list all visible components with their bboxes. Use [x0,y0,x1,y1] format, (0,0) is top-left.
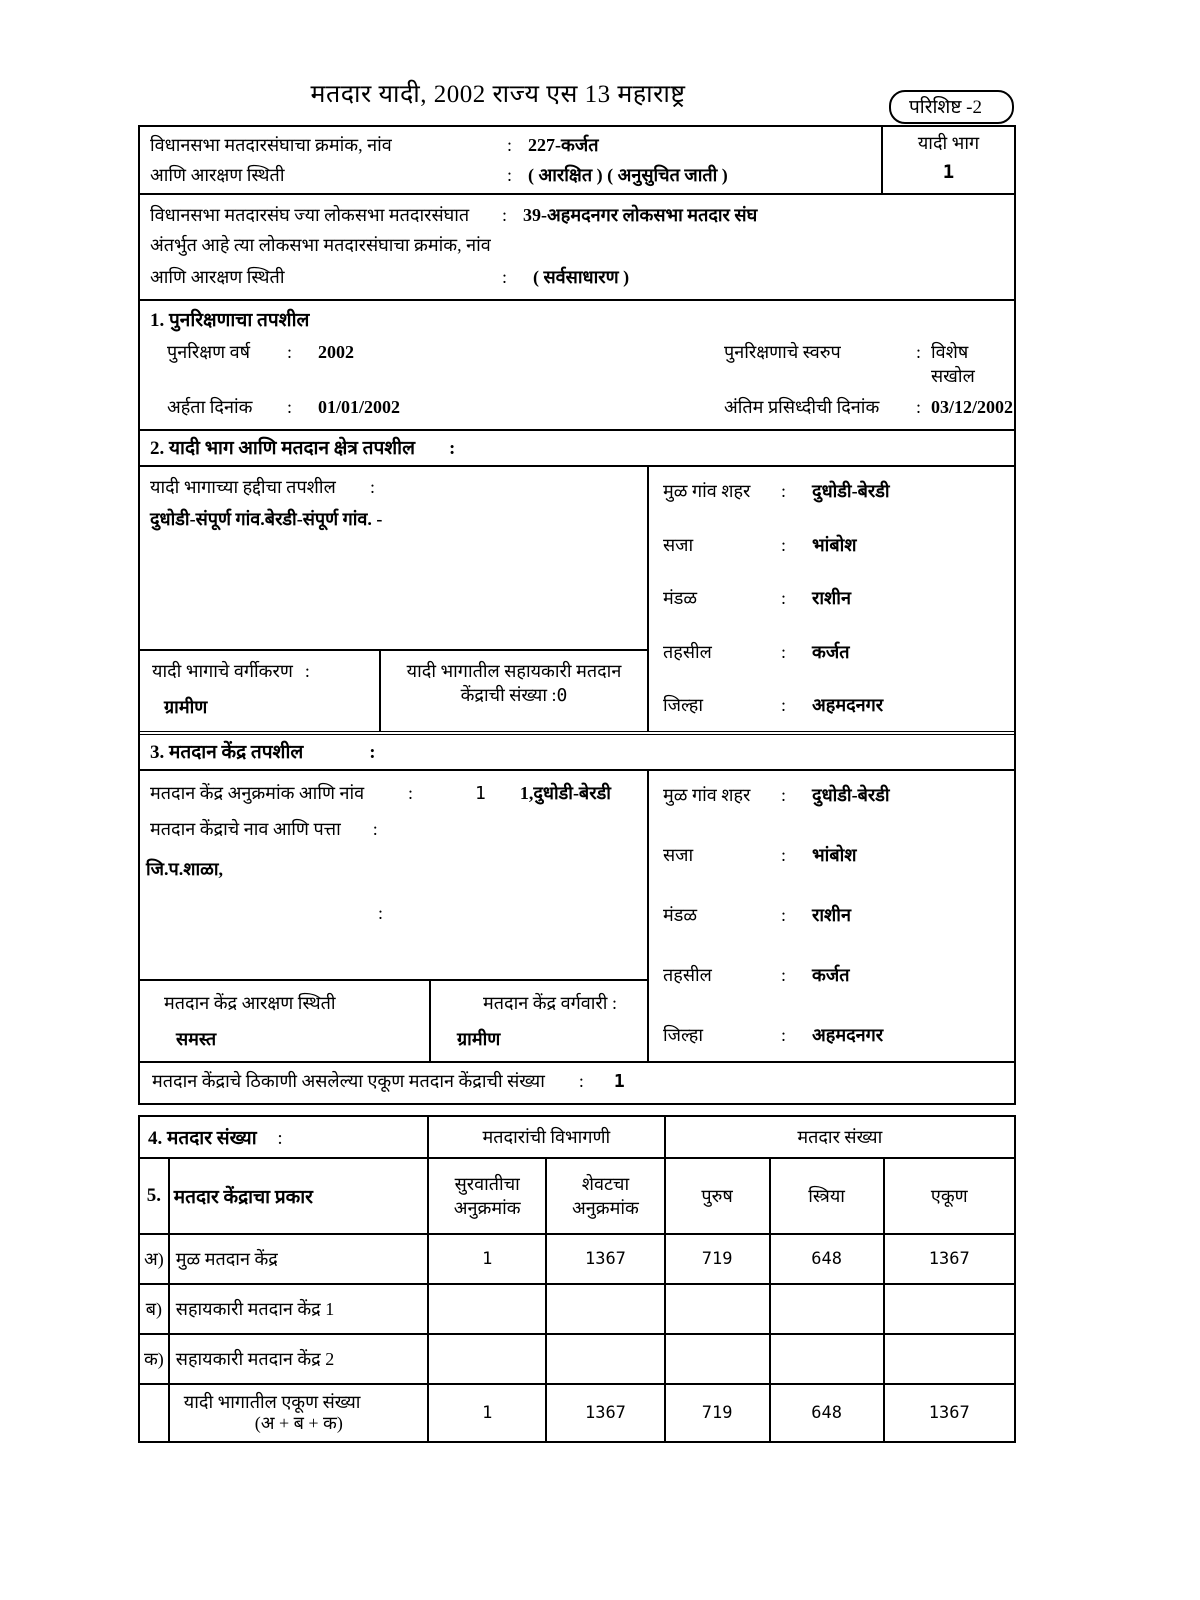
polling-station-cell [140,771,647,979]
section2-body [140,465,1014,731]
division-header: मतदारांची विभागणी [428,1116,665,1158]
location-row-village [663,783,1008,807]
total-ps-row [140,1061,1014,1103]
colon: : [370,477,376,497]
total-label-line2: (अ + ब + क) [254,1413,343,1433]
colon: : [781,1025,787,1045]
saza-label: सजा [663,845,694,865]
qualifying-date-label: अर्हता दिनांक [167,397,253,417]
colon: : [287,342,293,362]
count-header: मतदार संख्या [665,1116,1015,1158]
female-value [770,1334,884,1384]
section1-row2 [150,395,1014,419]
colon: : [781,695,787,715]
classification-row [152,659,379,683]
section3-location-column [647,771,1014,1061]
mandal-value: राशीन [812,905,851,925]
colon: : [372,819,378,839]
ps-category-label: मतदान केंद्र वर्गवारी [483,993,608,1013]
colon: : [611,993,617,1013]
ps-address-row [150,817,647,841]
start-value: 1 [428,1384,546,1442]
loksabha-reservation-label: आणि आरक्षण स्थिती [150,267,285,287]
section2-bottom-row [140,649,647,731]
section4-heading-cell [139,1116,428,1158]
boundary-value: दुधोडी-संपूर्ण गांव.बेरडी-संपूर्ण गांव. - [150,509,383,529]
classification-label: यादी भागाचे वर्गीकरण [152,661,293,681]
loksabha-number-row [150,203,1014,227]
table-row-aux-ps-2 [139,1334,1015,1384]
ps-reservation-cell [140,981,429,1061]
start-value [428,1334,546,1384]
tehsil-label: तहसील [663,641,712,662]
list-part-number: 1 [942,161,955,183]
ps-address-value: जि.प.शाळा, [146,859,223,879]
revision-year-label: पुनरिक्षण वर्ष [167,342,251,362]
male-value [665,1334,770,1384]
title-bar [138,76,1016,125]
total-label-line1: यादी भागातील एकूण संख्या [183,1392,361,1413]
ps-category-value: ग्रामीण [457,1029,501,1049]
colon: : [378,903,384,923]
end-header-line2: अनुक्रमांक [572,1198,639,1218]
total-value: 1367 [884,1234,1015,1284]
row-marker: अ) [139,1234,169,1284]
section3-heading-row [140,731,1014,769]
female-value: 648 [770,1234,884,1284]
location-row-tehsil [663,640,1008,664]
revision-type-label: पुनरिक्षणाचे स्वरुप [724,342,841,362]
classification-cell [140,651,379,731]
assembly-reservation-label: आणि आरक्षण स्थिती [150,165,285,185]
location-row-district [663,693,1008,717]
colon: : [781,641,787,662]
colon: : [287,397,293,417]
section2-left [140,467,647,731]
row-label: मुळ मतदान केंद्र [169,1234,428,1284]
tehsil-value: कर्जत [812,965,850,985]
assembly-number-label: विधानसभा मतदारसंघाचा क्रमांक, नांव [150,135,392,155]
total-value [884,1334,1015,1384]
loksabha-reservation-value: ( सर्वसाधारण ) [533,267,630,287]
total-ps-label: मतदान केंद्राचे ठिकाणी असलेल्या एकूण मतदान केंद्राची संख्या [152,1071,545,1091]
ps-name-value: 1,दुधोडी-बेरडी [519,783,611,803]
ps-category-cell [429,981,647,1061]
district-label: जिल्हा [663,1025,703,1045]
start-header-line1: सुरवातीचा [454,1174,520,1194]
type-header: मतदार केंद्राचा प्रकार [169,1158,428,1234]
male-header: पुरुष [665,1158,770,1234]
assembly-number-value: 227-कर्जत [528,135,599,155]
row-marker: ब) [139,1284,169,1334]
list-part-label: यादी भाग [917,133,980,153]
ps-number-value: 1 [475,783,486,804]
assembly-constituency-block [140,127,1014,193]
colon: : [781,965,787,985]
assembly-reservation-row [150,163,881,187]
village-label: मुळ गांव शहर [663,785,751,805]
row-marker [139,1384,169,1442]
appendix-badge: परिशिष्ट -2 [889,90,1014,124]
revision-type-value: विशेष सखोल [931,342,975,386]
page-title: मतदार यादी, 2002 राज्य एस 13 महाराष्ट्र [310,81,686,108]
section3-heading: 3. मतदान केंद्र तपशील [150,742,304,763]
end-value: 1367 [546,1384,664,1442]
section3-left [140,771,647,1061]
section5-marker: 5. [139,1158,169,1234]
district-value: अहमदनगर [812,695,884,715]
village-label: मुळ गांव शहर [663,481,751,501]
ps-reservation-label: मतदान केंद्र आरक्षण स्थिती [164,993,336,1013]
row-marker: क) [139,1334,169,1384]
colon: : [448,438,456,459]
boundary-label: यादी भागाच्या हद्दीचा तपशील [150,477,336,497]
section3-body [140,769,1014,1061]
total-value: 1367 [884,1384,1015,1442]
colon: : [781,845,787,865]
male-value: 719 [665,1234,770,1284]
colon: : [781,905,787,925]
qualifying-date [150,395,724,419]
saza-value: भांबोश [812,534,857,555]
section2-heading: 2. यादी भाग आणि मतदान क्षेत्र तपशील [150,438,415,459]
boundary-row [150,475,647,499]
table-header-row2 [139,1158,1015,1234]
end-header-line1: शेवटचा [581,1174,630,1194]
location-row-mandal [663,903,1008,927]
loksabha-number-label: विधानसभा मतदारसंघ ज्या लोकसभा मतदारसंघात [150,205,470,225]
male-value: 719 [665,1384,770,1442]
ps-address-label: मतदान केंद्राचे नाव आणि पत्ता [150,819,341,839]
mandal-label: मंडळ [663,588,698,608]
saza-label: सजा [663,534,694,555]
section3-bottom-row [140,979,647,1061]
main-form-box [138,125,1016,1105]
colon: : [578,1071,584,1091]
village-value: दुधोडी-बेरडी [812,785,890,805]
loksabha-reservation-row [150,265,1014,289]
list-part-cell [881,127,1014,193]
district-label: जिल्हा [663,695,703,715]
male-value [665,1284,770,1334]
section1-heading: 1. पुनरिक्षणाचा तपशील [150,310,310,331]
table-header-row1 [139,1116,1015,1158]
ps-reservation-value: समस्त [176,1029,217,1049]
total-ps-value: 1 [613,1071,625,1092]
table-row-total [139,1384,1015,1442]
publication-date-value: 03/12/2002 [931,397,1014,417]
colon: : [916,342,922,362]
classification-value: ग्रामीण [164,697,208,717]
loksabha-number-value: 39-अहमदनगर लोकसभा मतदार संघ [523,205,758,225]
loksabha-constituency-block [140,193,1014,299]
female-header: स्त्रिया [770,1158,884,1234]
document [138,76,1016,1443]
colon: : [781,481,787,501]
colon: : [277,1128,283,1149]
location-row-saza [663,533,1008,557]
colon: : [507,135,513,155]
total-value [884,1284,1015,1334]
revision-year-value: 2002 [318,342,355,362]
section1-revision-details [140,299,1014,429]
location-row-mandal [663,586,1008,610]
colon: : [781,785,787,805]
section2-heading-row [140,429,1014,465]
end-value: 1367 [546,1234,664,1284]
assembly-fields [140,127,881,193]
colon: : [369,742,376,763]
section1-fields [150,340,1014,419]
location-row-saza [663,843,1008,867]
voter-count-table [138,1115,1016,1443]
colon: : [304,661,310,681]
section2-location-column [647,467,1014,731]
publication-date [724,395,1014,419]
start-value [428,1284,546,1334]
assembly-reservation-value: ( आरक्षित ) ( अनुसुचित जाती ) [528,165,728,185]
colon: : [507,165,513,185]
colon: : [781,588,787,608]
auxiliary-count-line2 [387,683,641,707]
publication-date-label: अंतिम प्रसिध्दीची दिनांक [724,397,880,417]
list-part-boundary-cell [140,467,647,649]
table-row-main-ps [139,1234,1015,1284]
female-value [770,1284,884,1334]
auxiliary-count-value: 0 [556,685,568,706]
end-value [546,1284,664,1334]
mandal-label: मंडळ [663,905,698,925]
row-label: सहायकारी मतदान केंद्र 2 [169,1334,428,1384]
start-header-line2: अनुक्रमांक [453,1198,521,1218]
colon: : [502,267,508,287]
colon: : [502,205,508,225]
start-value: 1 [428,1234,546,1284]
location-row-village [663,479,1008,503]
auxiliary-count-label2: केंद्राची संख्या [460,685,548,705]
table-row-aux-ps-1 [139,1284,1015,1334]
village-value: दुधोडी-बेरडी [812,481,890,501]
district-value: अहमदनगर [812,1025,884,1045]
section4-heading: 4. मतदार संख्या [148,1128,257,1149]
auxiliary-count-cell [379,651,647,731]
section1-row1 [150,340,1014,388]
revision-year [150,340,724,388]
ps-number-row [150,781,647,805]
end-serial-header [546,1158,664,1234]
colon: : [408,783,414,803]
row-label: सहायकारी मतदान केंद्र 1 [169,1284,428,1334]
total-row-label [169,1384,428,1442]
tehsil-label: तहसील [663,965,712,985]
start-serial-header [428,1158,546,1234]
mandal-value: राशीन [812,588,851,608]
location-row-tehsil [663,963,1008,987]
colon: : [916,397,922,417]
colon: : [781,534,787,555]
female-value: 648 [770,1384,884,1442]
end-value [546,1334,664,1384]
loksabha-included-label: अंतर्भुत आहे त्या लोकसभा मतदारसंघाचा क्रमांक, नांव [150,235,491,255]
saza-value: भांबोश [812,845,857,865]
total-header: एकूण [884,1158,1015,1234]
assembly-number-row [150,133,881,157]
location-row-district [663,1023,1008,1047]
revision-type [724,340,1014,388]
tehsil-value: कर्जत [812,641,850,662]
ps-number-label: मतदान केंद्र अनुक्रमांक आणि नांव [150,783,365,803]
auxiliary-count-label: यादी भागातील सहायकारी मतदान [406,661,622,681]
colon: : [551,685,557,705]
qualifying-date-value: 01/01/2002 [318,397,401,417]
